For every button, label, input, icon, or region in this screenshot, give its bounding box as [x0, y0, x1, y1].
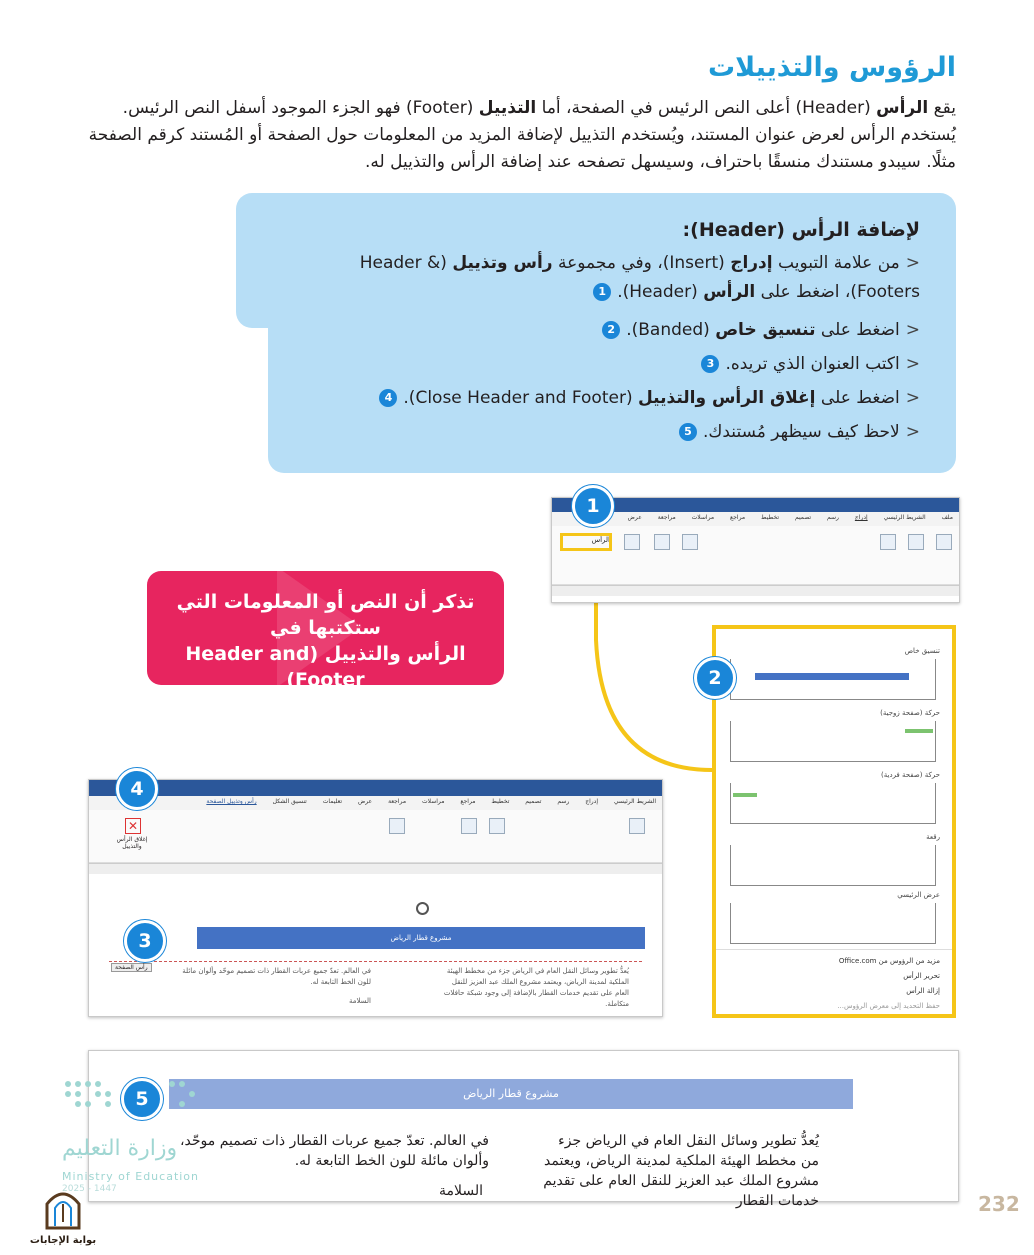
tab-references[interactable]: مراجع — [460, 798, 476, 805]
step-text: (Header). — [617, 282, 704, 302]
ministry-name-en: Ministry of Education — [62, 1170, 200, 1183]
reminder-line: ستتكرر في كل صفحة من صفحات المستند. — [166, 695, 485, 743]
step-number-icon: 1 — [593, 283, 611, 301]
step-bold: رأس وتذييل — [452, 253, 553, 273]
callout-1: 1 — [572, 485, 614, 527]
header-band[interactable]: مشروع قطار الرياض — [197, 927, 645, 949]
banded-preview-band — [755, 673, 909, 680]
gallery-item-label: حركة (صفحة فردية) — [881, 771, 940, 779]
callout-3: 3 — [124, 920, 166, 962]
body-text-right: يُعدُّ تطوير وسائل النقل العام في الرياض جزء من مخطط الهيئة الملكية لمدينة الرياض، ويعتمد مشروع الملك عبد العزيز للنقل العام على تقديم خدمات القطار بالإضافة إلى وجود شبكة حافلات متكاملة. — [443, 967, 629, 1008]
gallery-item-banded[interactable] — [730, 659, 936, 700]
step-text: اكتب العنوان الذي تريده. — [725, 354, 900, 374]
tab-review[interactable]: مراجعة — [657, 514, 676, 521]
header-tag: رأس الصفحة — [111, 963, 152, 972]
reminder-line: تذكر أن النص أو المعلومات التي ستكتبها في — [176, 591, 475, 639]
step-text: (Insert)، وفي مجموعة — [552, 253, 731, 273]
intro-paragraph-2: يُستخدم الرأس لعرض عنوان المستند، ويُستخدم التذييل لإضافة المزيد من المعلومات حول الصفحة أو المُستند كرقم الصفحة مثلًا. سيبدو مستندك منسقًا باحتراف، وسيسهل تصفحه عند إضافة الرأس والتذييل له. — [88, 125, 956, 172]
intro-footer-term: التذييل — [478, 98, 537, 118]
chevron-icon: < — [905, 253, 920, 273]
date-time-icon[interactable] — [489, 818, 505, 834]
tab-view[interactable]: عرض — [357, 798, 373, 805]
intro-text-part: يقع — [928, 98, 956, 118]
instructions-heading: لإضافة الرأس (Header): — [682, 219, 920, 241]
comment-icon[interactable] — [654, 534, 670, 550]
step-number-icon: 3 — [701, 355, 719, 373]
step-bold: إغلاق الرأس والتذييل — [638, 388, 816, 408]
tab-header-footer[interactable]: رأس وتذييل الصفحة — [206, 798, 257, 805]
pictures-icon[interactable] — [880, 534, 896, 550]
reminder-note — [147, 571, 504, 743]
close-header-footer-button[interactable]: إغلاق الرأس والتذييل — [116, 836, 148, 850]
step-bold: إدراج — [730, 253, 773, 273]
ruler — [552, 585, 959, 596]
step-bold: تنسيق خاص — [715, 320, 816, 340]
document-info-icon[interactable] — [461, 818, 477, 834]
ruler — [89, 863, 662, 874]
tab-view[interactable]: عرض — [627, 514, 642, 521]
motion-preview-bar — [905, 729, 933, 733]
reminder-line: الرأس والتذييل (Header and Footer) — [185, 643, 466, 691]
step-number-icon: 5 — [679, 423, 697, 441]
ribbon-body — [552, 526, 959, 585]
tab-design[interactable]: تصميم — [525, 798, 542, 805]
step-number-icon: 2 — [602, 321, 620, 339]
body-text-left: في العالم. تعدّ جميع عربات القطار ذات تصميم موحّد وألوان مائلة للون الخط التابعة له. — [182, 967, 371, 986]
go-to-header-icon[interactable] — [389, 818, 405, 834]
gallery-item-label: تنسيق خاص — [904, 647, 940, 655]
body-subheading: السلامة — [349, 997, 372, 1005]
page-number: 232 — [978, 1192, 1020, 1216]
pages-icon[interactable] — [936, 534, 952, 550]
chevron-icon: < — [905, 388, 920, 408]
page-number-icon[interactable] — [629, 818, 645, 834]
intro-header-term: الرأس — [876, 98, 929, 118]
tab-mailings[interactable]: مراسلات — [422, 798, 445, 805]
tab-draw[interactable]: رسم — [827, 514, 839, 521]
page-title: الرؤوس والتذييلات — [708, 52, 956, 83]
step-text: لاحظ كيف سيظهر مُستندك. — [702, 422, 900, 442]
link-icon[interactable] — [682, 534, 698, 550]
final-header-band: مشروع قطار الرياض — [169, 1079, 853, 1109]
tab-design[interactable]: تصميم — [794, 514, 812, 521]
step-text: اضغط على — [815, 388, 900, 408]
tab-layout[interactable]: تخطيط — [761, 514, 780, 521]
callout-2: 2 — [694, 657, 736, 699]
close-icon[interactable]: ✕ — [125, 818, 141, 834]
save-selection-menu-item: حفظ التحديد إلى معرض الرؤوس... — [837, 1002, 940, 1010]
step-text: (Close Header and Footer). — [403, 388, 638, 408]
gallery-item-motion-odd[interactable] — [730, 783, 936, 824]
ribbon-body — [89, 810, 662, 863]
portal-label: بوابة الإجابات — [29, 1235, 97, 1246]
rotate-handle-icon[interactable] — [416, 902, 429, 915]
chevron-icon: < — [905, 320, 920, 340]
gallery-item-label: رقعة — [926, 833, 940, 841]
tab-shape-format[interactable]: تنسيق الشكل — [272, 798, 307, 805]
callout-4: 4 — [116, 768, 158, 810]
gallery-item-patch[interactable] — [730, 845, 936, 886]
document-page — [109, 892, 642, 1016]
chevron-icon: < — [905, 354, 920, 374]
portal-arch-icon — [43, 1186, 83, 1230]
header-footer-screenshot — [88, 779, 663, 1017]
portal-logo — [28, 1186, 98, 1246]
header-gallery-panel — [712, 625, 956, 1018]
gallery-item-label: عرض الرئيسي — [897, 891, 940, 899]
step-text: من علامة التبويب — [772, 253, 900, 273]
intro-text-part: (Header) أعلى النص الرئيس في الصفحة، أما — [536, 98, 877, 118]
tab-draw[interactable]: رسم — [557, 798, 570, 805]
header-button[interactable]: الرأس — [591, 536, 610, 544]
ministry-logo — [62, 1078, 202, 1198]
step-bold: الرأس — [703, 282, 756, 302]
tab-home[interactable]: الشريط الرئيسي — [613, 798, 656, 805]
tab-references[interactable]: مراجع — [730, 514, 746, 521]
ministry-dots-icon — [62, 1078, 197, 1118]
ministry-year: 2025 - 1447 — [62, 1184, 117, 1194]
callout-5: 5 — [121, 1078, 163, 1120]
tab-review[interactable]: مراجعة — [388, 798, 407, 805]
gallery-item-motion-even[interactable] — [730, 721, 936, 762]
gallery-item-label: حركة (صفحة زوجية) — [880, 709, 940, 717]
final-column-right: يُعدُّ تطوير وسائل النقل العام في الرياض جزء من مخطط الهيئة الملكية لمدينة الرياض، ويعتمد مشروع الملك عبد العزيز للنقل العام على تقديم خدمات القطار — [543, 1133, 819, 1209]
remove-header-menu-item[interactable]: إزالة الرأس — [906, 987, 940, 995]
final-subheading: السلامة — [439, 1183, 484, 1199]
step-text: اضغط على — [815, 320, 900, 340]
more-headers-menu-item[interactable]: مزيد من الرؤوس من Office.com — [838, 957, 940, 965]
tab-file[interactable]: ملف — [941, 514, 953, 521]
motion-preview-bar — [733, 793, 757, 797]
tab-insert[interactable]: إدراج — [854, 514, 868, 521]
step-text: (Banded). — [626, 320, 716, 340]
header-boundary — [109, 961, 642, 962]
edit-header-menu-item[interactable]: تحرير الرأس — [903, 972, 940, 980]
tab-insert[interactable]: إدراج — [585, 798, 598, 805]
step-text: (Header & Footers)، اضغط على — [359, 253, 920, 302]
ministry-name-ar: وزارة التعليم — [62, 1136, 178, 1161]
header-button-highlight — [560, 533, 612, 551]
tab-layout[interactable]: تخطيط — [491, 798, 510, 805]
final-column-left: في العالم. تعدّ جميع عربات القطار ذات تصميم موحّد، وألوان مائلة للون الخط التابعة له. — [180, 1133, 489, 1169]
tab-home[interactable]: الشريط الرئيسي — [883, 514, 926, 521]
final-document-screenshot — [88, 1050, 959, 1209]
ribbon-tabs — [552, 512, 959, 526]
text-icon[interactable] — [624, 534, 640, 550]
menu-divider — [716, 949, 952, 950]
reminder-text — [157, 589, 494, 745]
title-bar — [89, 780, 662, 796]
intro-text-part: (Footer) فهو الجزء الموجود أسفل النص الرئيس. — [122, 98, 479, 118]
tab-help[interactable]: تعليمات — [322, 798, 343, 805]
table-icon[interactable] — [908, 534, 924, 550]
tab-mailings[interactable]: مراسلات — [691, 514, 715, 521]
chevron-icon: < — [905, 422, 920, 442]
gallery-item-main[interactable] — [730, 903, 936, 944]
step-number-icon: 4 — [379, 389, 397, 407]
ribbon-tabs — [89, 796, 662, 810]
